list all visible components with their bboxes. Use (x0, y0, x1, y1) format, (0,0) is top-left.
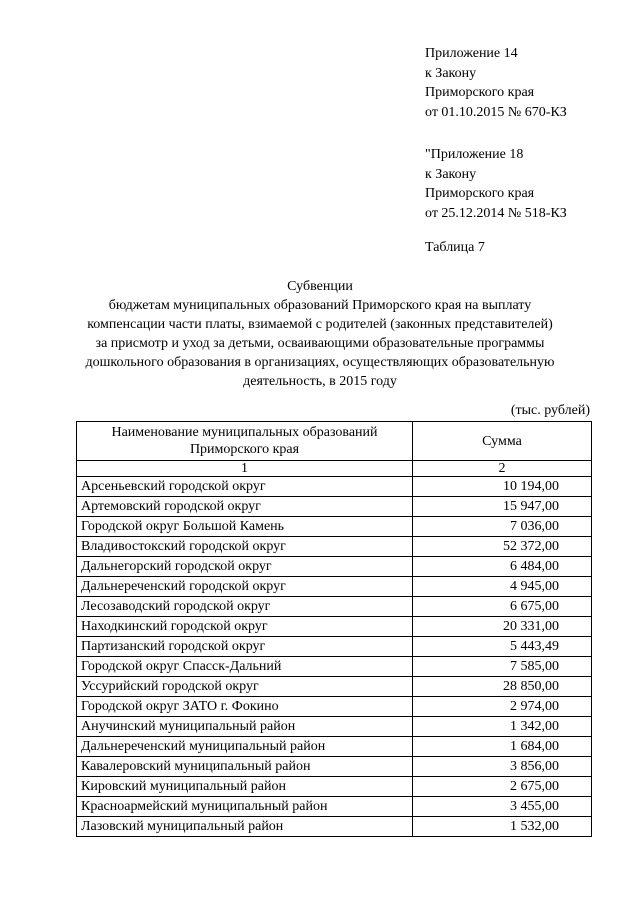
municipality-name: Арсеньевский городской округ (77, 477, 413, 497)
title-line: бюджетам муниципальных образований Приморского края на выплату (108, 298, 532, 313)
municipality-name: Владивостокский городской округ (77, 537, 413, 557)
subsidy-amount: 5 443,49 (413, 637, 592, 657)
subsidy-amount: 15 947,00 (413, 497, 592, 517)
subsidy-amount: 1 532,00 (413, 817, 592, 837)
table-row (77, 517, 592, 537)
municipality-name: Лазовский муниципальный район (77, 817, 413, 837)
appendix-line: от 01.10.2015 № 670-КЗ (425, 104, 567, 120)
municipality-name: Кировский муниципальный район (77, 777, 413, 797)
table-row (77, 597, 592, 617)
subsidy-amount: 20 331,00 (413, 617, 592, 637)
municipality-name: Городской округ Спасск-Дальний (77, 657, 413, 677)
municipality-name: Лесозаводский городской округ (77, 597, 413, 617)
subsidy-amount: 3 455,00 (413, 797, 592, 817)
table-row (77, 497, 592, 517)
subsidy-amount: 7 585,00 (413, 657, 592, 677)
appendix-line: к Закону (425, 65, 477, 81)
municipality-name: Анучинский муниципальный район (77, 717, 413, 737)
table-row (77, 617, 592, 637)
table-row (77, 817, 592, 837)
table-body (77, 477, 592, 837)
column-number: 2 (413, 461, 592, 477)
table-row (77, 657, 592, 677)
municipality-name: Артемовский городской округ (77, 497, 413, 517)
municipality-name: Дальнереченский муниципальный район (77, 737, 413, 757)
table-row (77, 477, 592, 497)
subsidy-amount: 52 372,00 (413, 537, 592, 557)
document-title (60, 277, 580, 391)
subsidy-amount: 10 194,00 (413, 477, 592, 497)
title-line: Субвенции (287, 279, 353, 294)
municipality-name: Кавалеровский муниципальный район (77, 757, 413, 777)
table-row (77, 777, 592, 797)
appendix-line: от 25.12.2014 № 518-КЗ (425, 205, 567, 221)
table-row (77, 577, 592, 597)
title-line: за присмотр и уход за детьми, осваивающими образовательные программы (95, 336, 545, 351)
municipality-name: Партизанский городской округ (77, 637, 413, 657)
table-row (77, 537, 592, 557)
municipality-name: Городской округ ЗАТО г. Фокино (77, 697, 413, 717)
municipality-name: Уссурийский городской округ (77, 677, 413, 697)
title-line: деятельность, в 2015 году (243, 374, 397, 389)
table-row (77, 797, 592, 817)
subsidy-amount: 2 974,00 (413, 697, 592, 717)
table-row (77, 757, 592, 777)
subsidy-amount: 6 484,00 (413, 557, 592, 577)
table-number: Таблица 7 (425, 240, 485, 255)
appendix-line: к Закону (425, 166, 477, 182)
subsidy-amount: 1 342,00 (413, 717, 592, 737)
column-number-row (77, 461, 592, 477)
column-number: 1 (77, 461, 413, 477)
subsidy-amount: 6 675,00 (413, 597, 592, 617)
subsidies-table (76, 421, 592, 837)
appendix-line: "Приложение 18 (425, 147, 524, 162)
municipality-name: Находкинский городской округ (77, 617, 413, 637)
table-row (77, 717, 592, 737)
title-line: дошкольного образования в организациях, осуществляющих образовательную (85, 355, 555, 370)
subsidy-amount: 4 945,00 (413, 577, 592, 597)
units-label: (тыс. рублей) (510, 403, 590, 418)
appendix-line: Приложение 14 (425, 46, 518, 61)
municipality-name: Дальнереченский городской округ (77, 577, 413, 597)
table-row (77, 637, 592, 657)
table-row (77, 677, 592, 697)
appendix-reference-18 (425, 145, 567, 223)
appendix-reference-14 (425, 44, 567, 122)
table-row (77, 737, 592, 757)
municipality-name: Красноармейский муниципальный район (77, 797, 413, 817)
subsidy-amount: 2 675,00 (413, 777, 592, 797)
subsidy-amount: 28 850,00 (413, 677, 592, 697)
appendix-line: Приморского края (425, 85, 535, 100)
subsidy-amount: 3 856,00 (413, 757, 592, 777)
table-row (77, 697, 592, 717)
municipality-name: Городской округ Большой Камень (77, 517, 413, 537)
subsidy-amount: 7 036,00 (413, 517, 592, 537)
table-row (77, 557, 592, 577)
appendix-line: Приморского края (425, 186, 535, 201)
column-header-name: Наименование муниципальных образований Приморского края (77, 422, 413, 461)
table-header-row (77, 422, 592, 461)
title-line: компенсации части платы, взимаемой с родителей (законных представителей) (87, 317, 553, 332)
column-header-sum: Сумма (413, 422, 592, 461)
subsidy-amount: 1 684,00 (413, 737, 592, 757)
municipality-name: Дальнегорский городской округ (77, 557, 413, 577)
